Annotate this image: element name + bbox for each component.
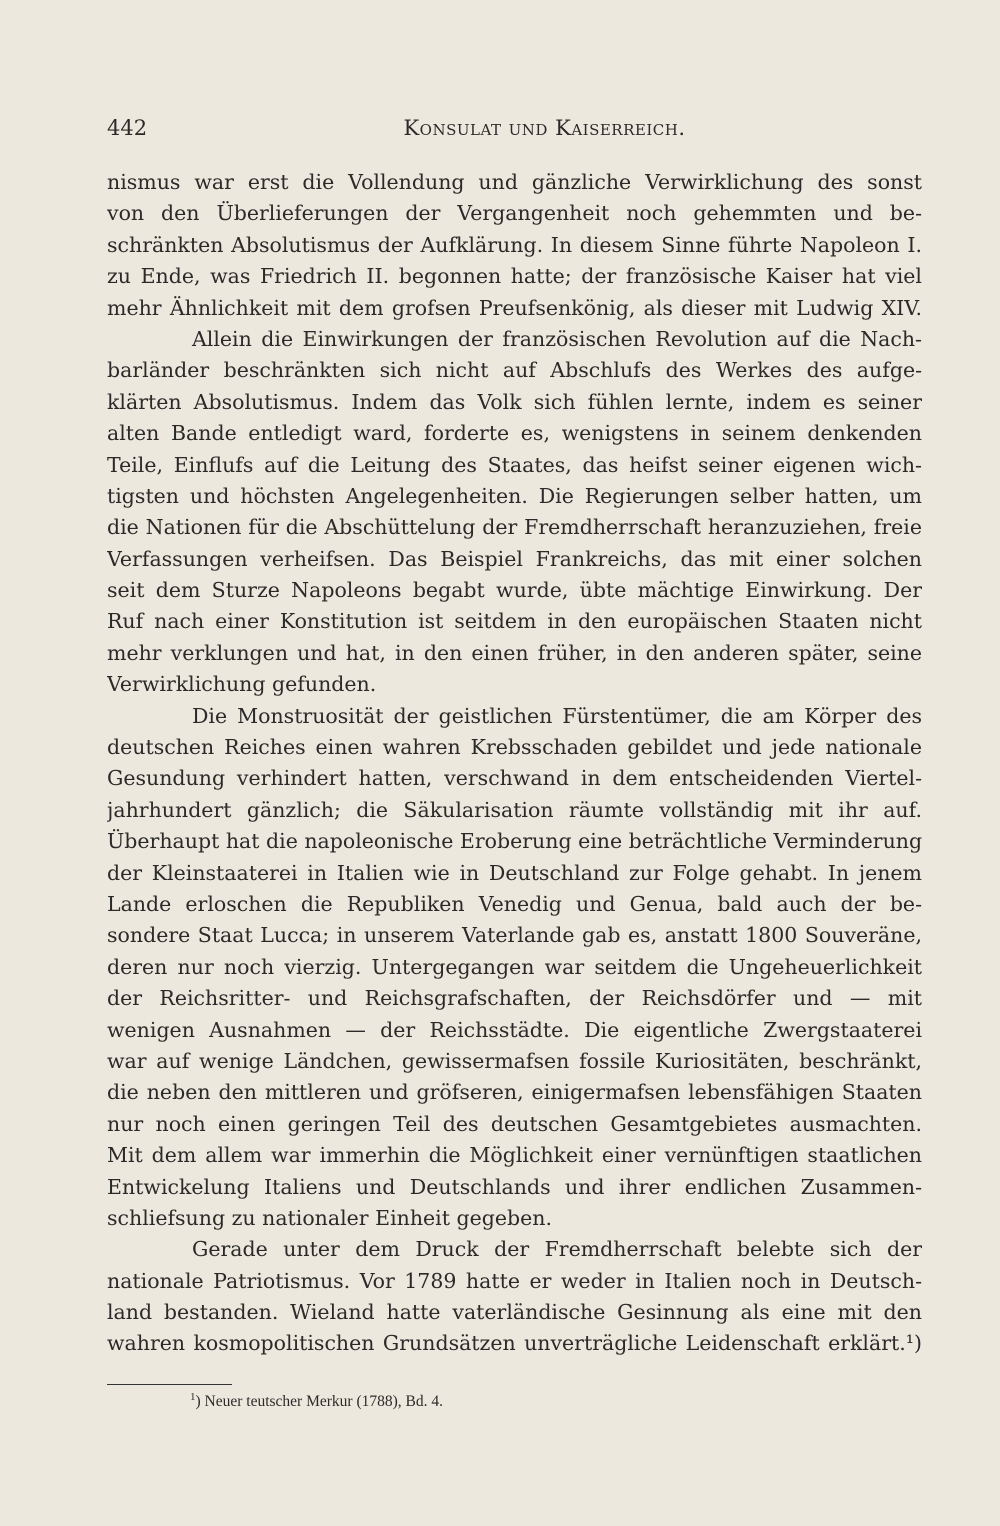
paragraph-end-line: Verwirklichung gefunden. [107,672,377,697]
paragraph-start-line: Gerade unter dem Druck der Fremdherrschaft belebte sich der [192,1237,922,1262]
text-line: Lande erloschen die Republiken Venedig und Genua, bald auch der be- [107,891,922,916]
text-line: zu Ende, was Friedrich II. begonnen hatte; der französische Kaiser hat viel [107,264,922,289]
footnote-divider [107,1384,232,1385]
text-line: war auf wenige Ländchen, gewissermafsen fossile Kuriositäten, beschränkt, [107,1048,922,1073]
text-line: Mit dem allem war immerhin die Möglichkeit einer vernünftigen staatlichen [107,1143,922,1168]
text-line: der Kleinstaaterei in Italien wie in Deutschland zur Folge gehabt. In jenem [107,860,922,885]
running-title: Konsulat und Kaiserreich. [403,116,686,140]
paragraph-start-line: Die Monstruosität der geistlichen Fürstentümer, die am Körper des [192,703,922,728]
text-line: nationale Patriotismus. Vor 1789 hatte er weder in Italien noch in Deutsch- [107,1268,922,1293]
text-line: der Reichsritter- und Reichsgrafschaften, der Reichsdörfer und — mit [107,986,922,1011]
text-line: die neben den mittleren und gröfseren, einigermafsen lebensfähigen Staaten [107,1080,922,1105]
text-line: die Nationen für die Abschüttelung der Fremdherrschaft heranzuziehen, freie [107,515,922,540]
text-line: Ruf nach einer Konstitution ist seitdem in den europäischen Staaten nicht [107,609,922,634]
text-line: wenigen Ausnahmen — der Reichsstädte. Die eigentliche Zwergstaaterei [107,1017,922,1042]
text-line: von den Überlieferungen der Vergangenheit noch gehemmten und be- [107,201,922,226]
footnote-marker: 1 [190,1391,196,1403]
text-line: Entwickelung Italiens und Deutschlands und ihrer endlichen Zusammen- [107,1174,922,1199]
text-line: nur noch einen geringen Teil des deutschen Gesamtgebietes ausmachten. [107,1111,922,1136]
text-line: barländer beschränkten sich nicht auf Abschlufs des Werkes des aufge- [107,358,922,383]
text-line: mehr verklungen und hat, in den einen früher, in den anderen später, seine [107,640,922,665]
text-line: nismus war erst die Vollendung und gänzliche Verwirklichung des sonst [107,170,922,194]
paragraph-start-line: Allein die Einwirkungen der französischen Revolution auf die Nach- [192,326,922,351]
text-line: land bestanden. Wieland hatte vaterländische Gesinnung als eine mit den [107,1300,922,1325]
text-line: Überhaupt hat die napoleonische Eroberung eine beträchtliche Verminderung [107,829,922,854]
text-line: Teile, Einflufs auf die Leitung des Staates, das heifst seiner eigenen wich- [107,452,922,477]
text-line: klärten Absolutismus. Indem das Volk sich fühlen lernte, indem es seiner [107,389,922,414]
body-text [107,167,922,1360]
text-line: jahrhundert gänzlich; die Säkularisation räumte vollständig mit ihr auf. [107,797,922,822]
text-line: Gesundung verhindert hatten, verschwand in dem entscheidenden Viertel- [107,766,922,791]
footnote [190,1391,443,1411]
text-line: schränkten Absolutismus der Aufklärung. In diesem Sinne führte Napoleon I. [107,232,922,257]
footnote-text: ) Neuer teutscher Merkur (1788), Bd. 4. [195,1393,443,1411]
text-line: Verfassungen verheifsen. Das Beispiel Frankreichs, das mit einer solchen [107,546,922,571]
text-line: alten Bande entledigt ward, forderte es, wenigstens in seinem denkenden [107,421,922,446]
paragraph-end-line: schliefsung zu nationaler Einheit gegeben. [107,1205,552,1230]
text-line: wahren kosmopolitischen Grundsätzen unverträgliche Leidenschaft erklärt.¹) [107,1331,922,1356]
page-number: 442 [107,116,148,140]
text-line: seit dem Sturze Napoleons begabt wurde, übte mächtige Einwirkung. Der [107,578,922,603]
text-line: deren nur noch vierzig. Untergegangen war seitdem die Ungeheuerlichkeit [107,954,922,979]
text-line: deutschen Reiches einen wahren Krebsschaden gebildet und jede nationale [107,735,922,760]
text-line: mehr Ähnlichkeit mit dem grofsen Preufsenkönig, als dieser mit Ludwig XIV. [107,295,922,320]
text-line: sondere Staat Lucca; in unserem Vaterlande gab es, anstatt 1800 Souveräne, [107,923,922,948]
text-line: tigsten und höchsten Angelegenheiten. Die Regierungen selber hatten, um [107,483,922,508]
page-header [107,116,922,142]
